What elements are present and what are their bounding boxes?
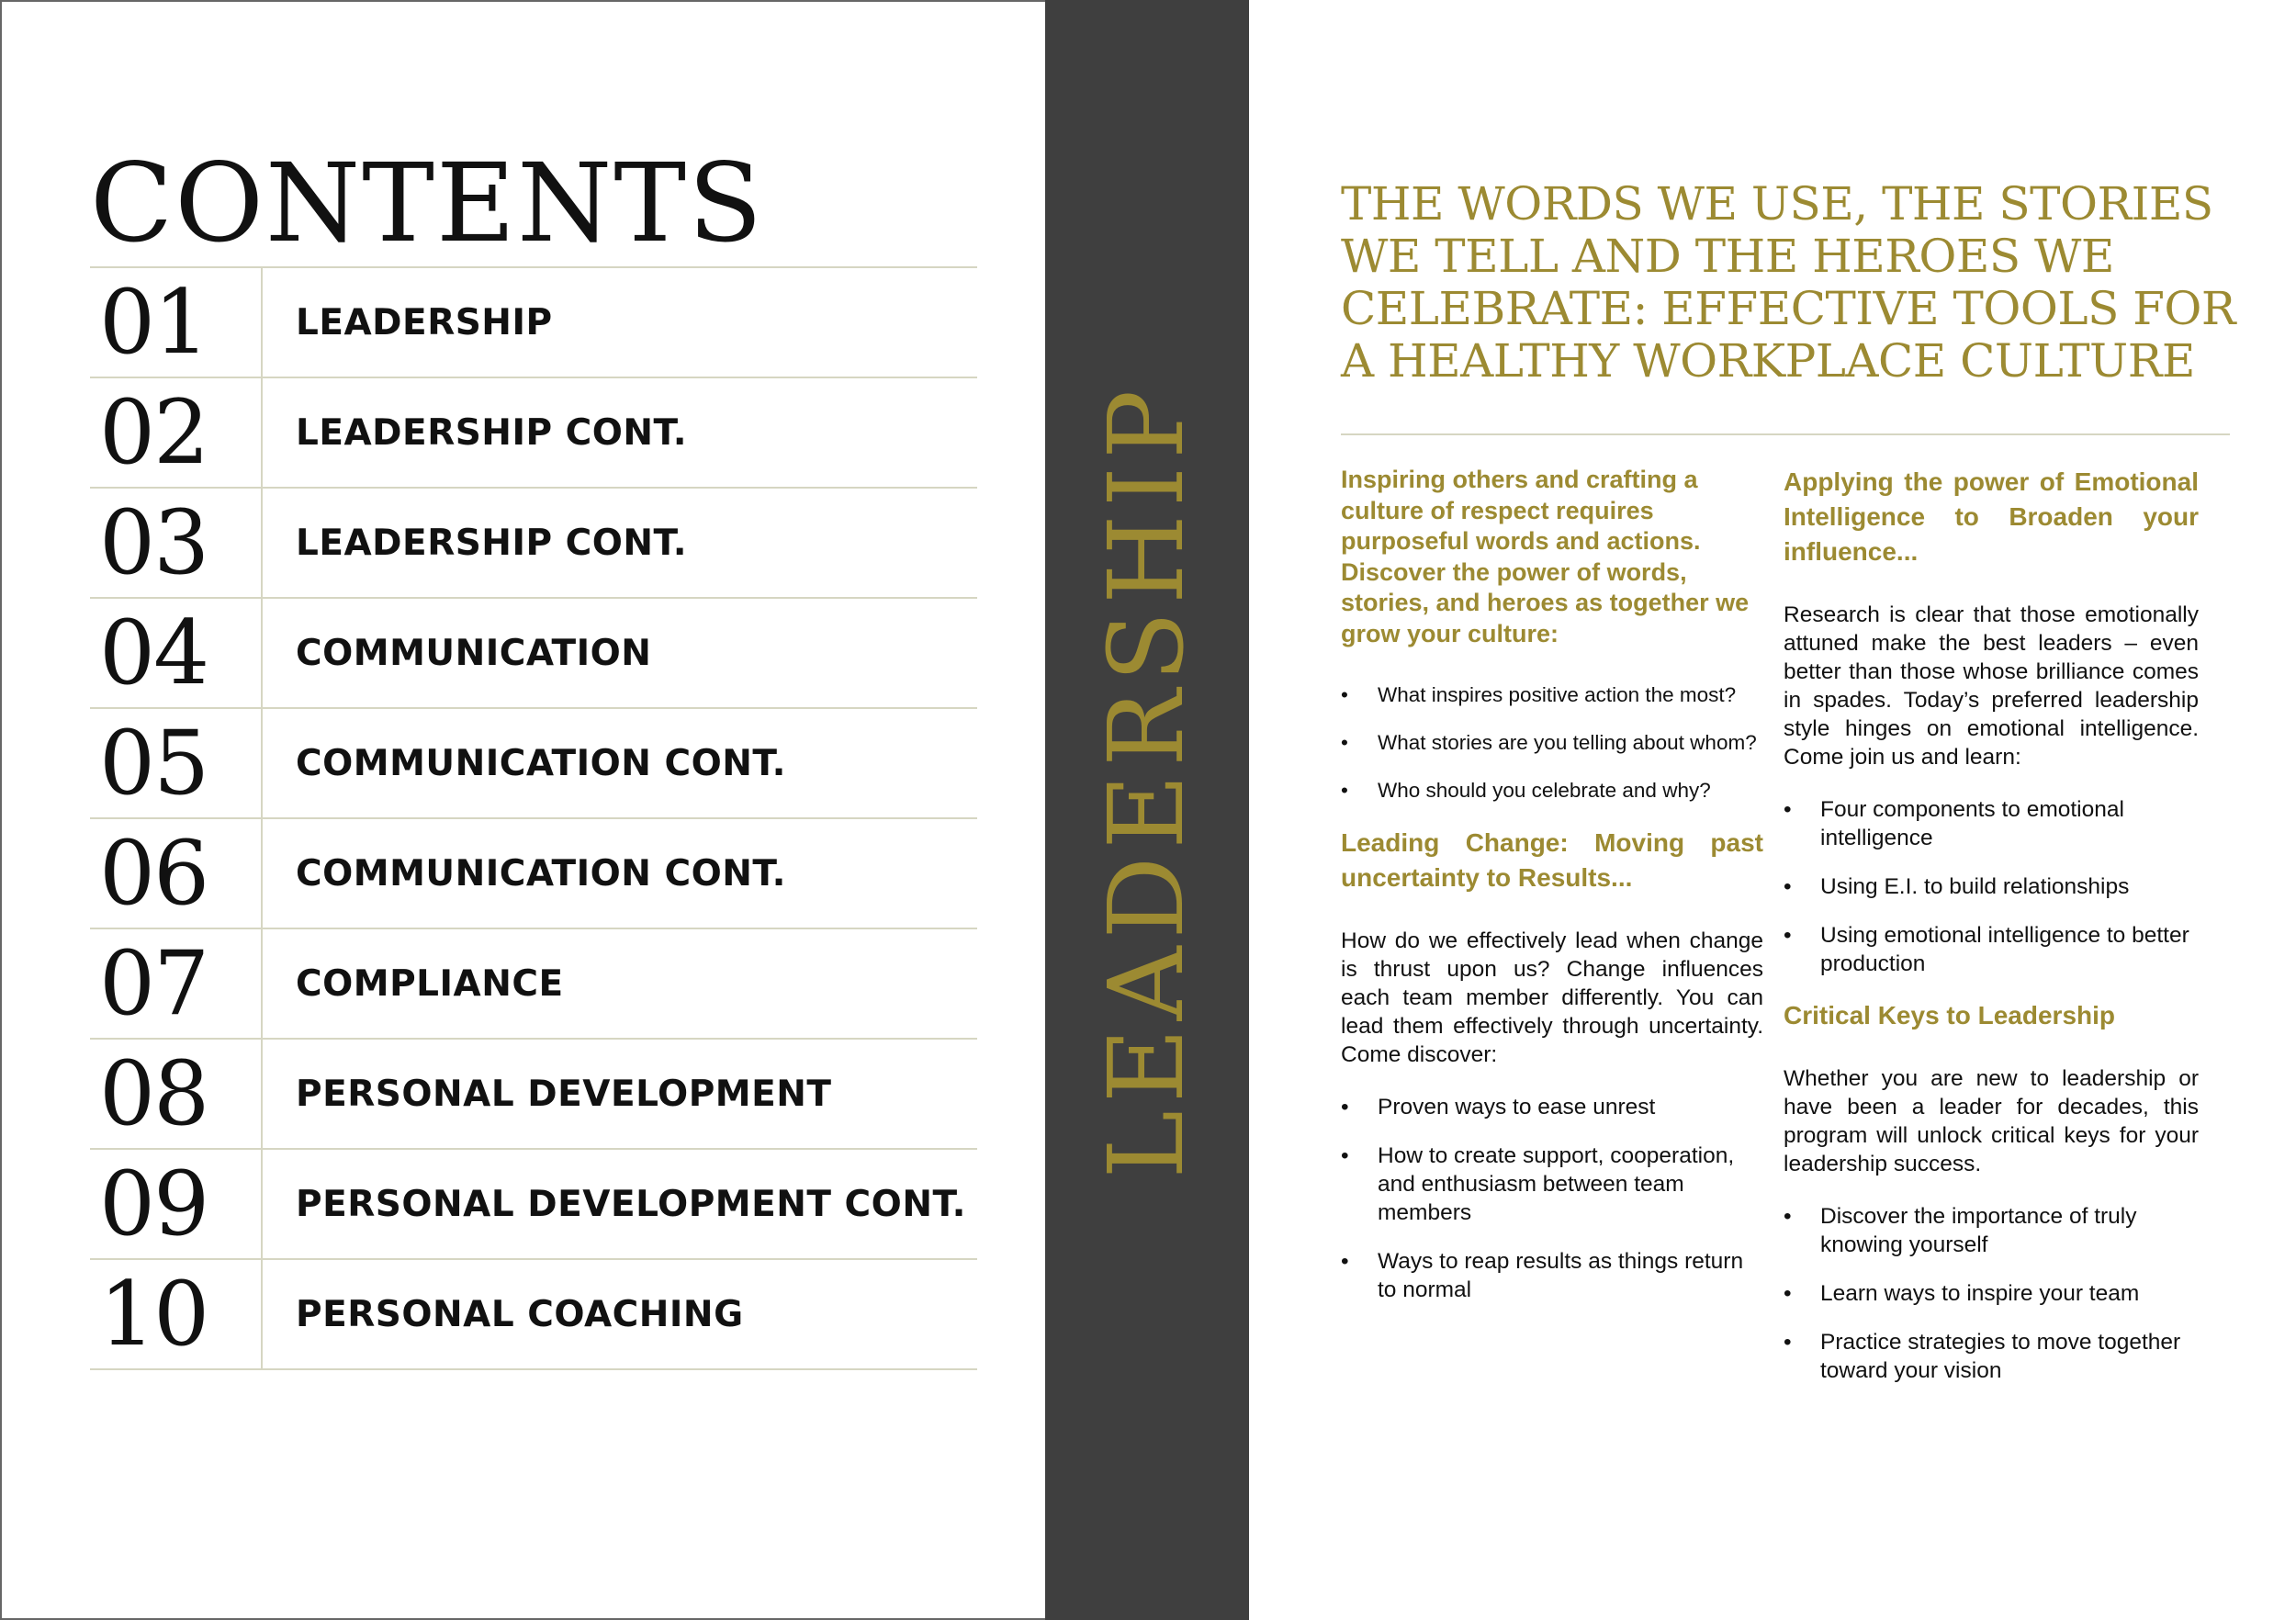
- list-item: [1341, 682, 1763, 708]
- toc-row[interactable]: [90, 1150, 977, 1260]
- toc-number: 03: [90, 489, 263, 597]
- intro-text: Inspiring others and crafting a culture of respect requires purposeful words and actions. Discover the power of words, stories, and heroes as together we grow your culture:: [1341, 466, 1750, 647]
- bullet-icon: •: [1341, 1143, 1349, 1168]
- bullet-icon: •: [1341, 1095, 1349, 1119]
- article-headline: THE WORDS WE USE, THE STORIES WE TELL AND THE HEROES WE CELEBRATE: EFFECTIVE TOOLS FOR A HEALTHY WORKPLACE CULTURE: [1341, 177, 2236, 388]
- list-item-text: Who should you celebrate and why?: [1378, 779, 1711, 802]
- contents-title: CONTENTS: [90, 140, 764, 266]
- bullet-list: [1784, 795, 2199, 978]
- list-item: [1784, 921, 2199, 978]
- section-title: Critical Keys to Leadership: [1784, 1001, 2116, 1029]
- toc-row[interactable]: [90, 489, 977, 599]
- bullet-icon: •: [1784, 923, 1792, 948]
- bullet-list: [1341, 682, 1763, 804]
- toc-number: 01: [90, 268, 263, 377]
- bullet-list: [1341, 1093, 1763, 1304]
- toc-label: COMMUNICATION CONT.: [296, 852, 786, 894]
- toc-number: 06: [90, 819, 263, 928]
- toc-label: LEADERSHIP CONT.: [296, 411, 688, 454]
- table-of-contents: [90, 266, 977, 1370]
- list-item-text: Four components to emotional intelligence: [1820, 797, 2124, 850]
- section-title: Leading Change: Moving past uncertainty to Results...: [1341, 828, 1763, 892]
- list-item: [1341, 1142, 1763, 1227]
- toc-label: LEADERSHIP CONT.: [296, 522, 688, 564]
- toc-label: LEADERSHIP: [296, 301, 553, 343]
- toc-label: PERSONAL DEVELOPMENT CONT.: [296, 1183, 966, 1225]
- list-item-text: What stories are you telling about whom?: [1378, 731, 1757, 754]
- spine-label: LEADERSHIP: [1087, 382, 1207, 1179]
- bullet-icon: •: [1784, 1281, 1792, 1306]
- bullet-icon: •: [1341, 731, 1348, 754]
- article-column-right: [1784, 465, 2199, 1405]
- toc-number: 09: [90, 1150, 263, 1258]
- bullet-list: [1784, 1202, 2199, 1385]
- list-item: [1784, 1328, 2199, 1385]
- list-item-text: Ways to reap results as things return to normal: [1378, 1249, 1744, 1302]
- list-item: [1784, 1202, 2199, 1259]
- list-item: [1341, 1093, 1763, 1121]
- toc-row[interactable]: [90, 819, 977, 929]
- list-item-text: Practice strategies to move together toward your vision: [1820, 1330, 2181, 1383]
- toc-label: COMMUNICATION CONT.: [296, 742, 786, 784]
- divider: [1341, 433, 2230, 435]
- bullet-icon: •: [1341, 1249, 1349, 1274]
- section-spine: [1045, 0, 1249, 1620]
- list-item-text: What inspires positive action the most?: [1378, 683, 1737, 706]
- section-body: Research is clear that those emotionally attuned make the best leaders – even better than those whose brilliance comes in spades. Today’s preferred leadership style hinges on emotional intelligence. Come join us and learn:: [1784, 602, 2199, 770]
- section-body: How do we effectively lead when change is thrust upon us? Change influences each team member differently. You can lead them effectively through uncertainty. Come discover:: [1341, 928, 1763, 1067]
- list-item: [1341, 730, 1763, 756]
- bullet-icon: •: [1784, 1330, 1792, 1355]
- list-item: [1784, 795, 2199, 852]
- toc-number: 02: [90, 378, 263, 487]
- list-item-text: How to create support, cooperation, and enthusiasm between team members: [1378, 1143, 1735, 1225]
- list-item: [1341, 778, 1763, 804]
- toc-label: COMPLIANCE: [296, 962, 564, 1005]
- bullet-icon: •: [1784, 797, 1792, 822]
- contents-page: [0, 0, 1045, 1620]
- toc-number: 04: [90, 599, 263, 707]
- list-item-text: Learn ways to inspire your team: [1820, 1281, 2140, 1306]
- toc-number: 05: [90, 709, 263, 817]
- bullet-icon: •: [1341, 779, 1348, 802]
- toc-number: 07: [90, 929, 263, 1038]
- toc-number: 10: [90, 1260, 263, 1368]
- toc-number: 08: [90, 1040, 263, 1148]
- list-item-text: Using emotional intelligence to better production: [1820, 923, 2189, 976]
- article-page: [1249, 0, 2296, 1620]
- list-item: [1784, 872, 2199, 901]
- toc-row[interactable]: [90, 709, 977, 819]
- toc-label: PERSONAL COACHING: [296, 1293, 744, 1335]
- list-item-text: Using E.I. to build relationships: [1820, 874, 2130, 899]
- toc-row[interactable]: [90, 268, 977, 378]
- toc-label: COMMUNICATION: [296, 632, 652, 674]
- bullet-icon: •: [1784, 874, 1792, 899]
- section-title: Applying the power of Emotional Intelligence to Broaden your influence...: [1784, 467, 2199, 566]
- toc-label: PERSONAL DEVELOPMENT: [296, 1073, 832, 1115]
- bullet-icon: •: [1341, 683, 1348, 706]
- article-column-left: [1341, 465, 1763, 1324]
- section-body: Whether you are new to leadership or have been a leader for decades, this program will unlock critical keys for your leadership success.: [1784, 1066, 2199, 1176]
- toc-row[interactable]: [90, 929, 977, 1040]
- list-item-text: Proven ways to ease unrest: [1378, 1095, 1656, 1119]
- toc-row[interactable]: [90, 378, 977, 489]
- toc-row[interactable]: [90, 1040, 977, 1150]
- toc-row[interactable]: [90, 599, 977, 709]
- toc-row[interactable]: [90, 1260, 977, 1370]
- list-item: [1341, 1247, 1763, 1304]
- list-item: [1784, 1279, 2199, 1308]
- bullet-icon: •: [1784, 1204, 1792, 1229]
- list-item-text: Discover the importance of truly knowing yourself: [1820, 1204, 2137, 1257]
